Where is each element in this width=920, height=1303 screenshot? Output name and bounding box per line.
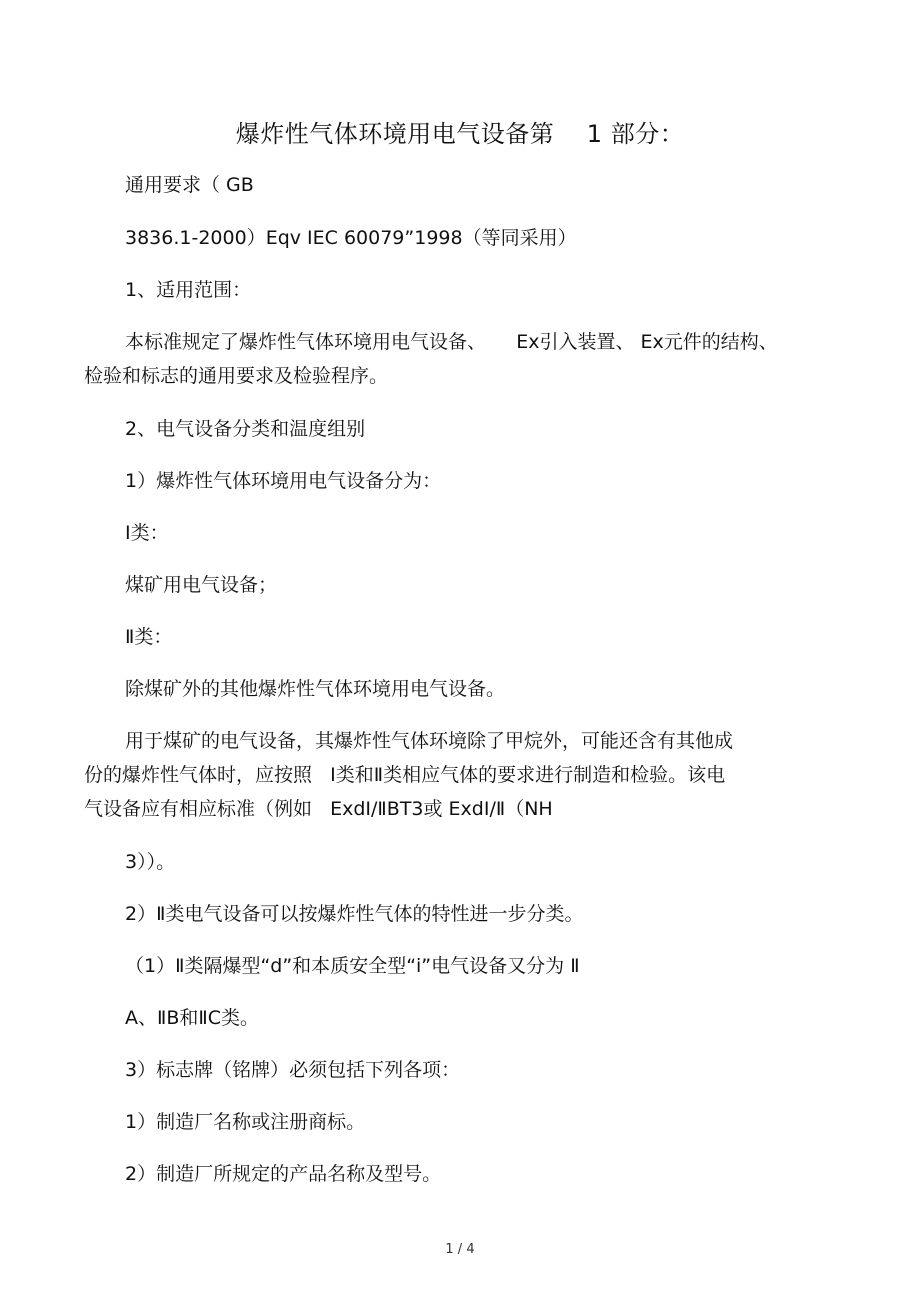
text-line: 检验和标志的通用要求及检验程序。 xyxy=(84,365,389,387)
text-line: 煤矿用电气设备； xyxy=(125,574,278,596)
text-line: 2、电气设备分类和温度组别 xyxy=(125,418,366,440)
text-line: 3））。 xyxy=(125,851,176,873)
text-line: （1）Ⅱ类隔爆型“d”和本质安全型“i”电气设备又分为 Ⅱ xyxy=(125,955,580,977)
text-line: A、ⅡB和ⅡC类。 xyxy=(125,1007,260,1029)
page-number: 1 / 4 xyxy=(445,1242,475,1257)
text-line: 3）标志牌（铭牌）必须包括下列各项： xyxy=(125,1059,461,1081)
text-line: 2）制造厂所规定的产品名称及型号。 xyxy=(125,1163,442,1185)
text-line: 1、适用范围： xyxy=(125,279,252,301)
text-line: 份的爆炸性气体时，应按照 Ⅰ类和Ⅱ类相应气体的要求进行制造和检验。该电 xyxy=(84,764,726,786)
text-line: Ⅰ类： xyxy=(125,522,169,544)
text-line: 3836.1-2000）Eqv IEC 60079”1998（等同采用） xyxy=(125,227,577,249)
text-line: 除煤矿外的其他爆炸性气体环境用电气设备。 xyxy=(125,678,506,700)
text-line: 用于煤矿的电气设备，其爆炸性气体环境除了甲烷外，可能还含有其他成 xyxy=(125,730,734,752)
text-line: 1）制造厂名称或注册商标。 xyxy=(125,1111,366,1133)
document-title: 爆炸性气体环境用电气设备第 1 部分： xyxy=(235,120,685,148)
text-line: Ⅱ类： xyxy=(125,626,173,648)
text-line: 2）Ⅱ类电气设备可以按爆炸性气体的特性进一步分类。 xyxy=(125,903,584,925)
text-line: 通用要求（ GB xyxy=(125,174,254,196)
text-line: 气设备应有相应标准（例如 ExdⅠ/ⅡBT3或 ExdⅠ/Ⅱ（NH xyxy=(84,798,553,820)
text-line: 1）爆炸性气体环境用电气设备分为： xyxy=(125,470,442,492)
text-line: 本标准规定了爆炸性气体环境用电气设备、 Ex引入装置、 Ex元件的结构、 xyxy=(125,331,778,353)
